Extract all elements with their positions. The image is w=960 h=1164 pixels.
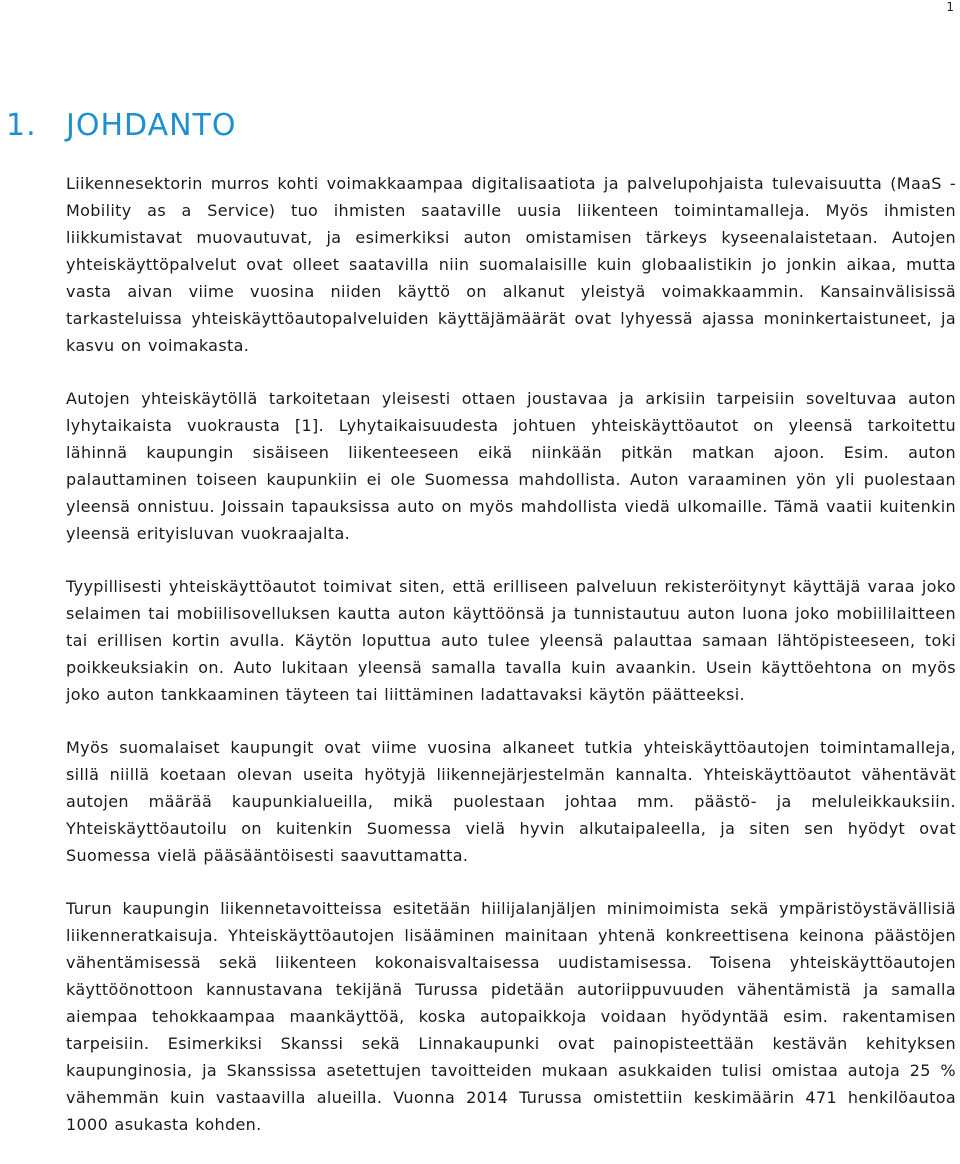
chapter-title: JOHDANTO	[66, 108, 237, 143]
paragraph-usage: Tyypillisesti yhteiskäyttöautot toimivat siten, että erilliseen palveluun rekisteröitynyt käyttäjä varaa joko selaimen tai mobiilisovelluksen kautta auton käyttöönsä ja tunnistautuu auton luona joko mobiililaitteen tai erillisen kortin avulla. Käytön loputtua auto tulee yleensä palauttaa samaan lähtöpisteeseen, toki poikkeuksiakin on. Auto lukitaan yleensä samalla tavalla kuin avaankin. Usein käyttöehtona on myös joko auton tankkaaminen täyteen tai liittäminen ladattavaksi käytön päätteeksi.	[66, 577, 956, 704]
document-body	[66, 170, 956, 1164]
paragraph-definition: Autojen yhteiskäytöllä tarkoitetaan yleisesti ottaen joustavaa ja arkisiin tarpeisiin soveltuvaa auton lyhytaikaista vuokrausta [1]. Lyhytaikaisuudesta johtuen yhteiskäyttöautot on yleensä tarkoitettu lähinnä kaupungin sisäiseen liikenteeseen eikä niinkään pitkän matkan ajoon. Esim. auton palauttaminen toiseen kaupunkiin ei ole Suomessa mahdollista. Auton varaaminen yön yli puolestaan yleensä onnistuu. Joissain tapauksissa auto on myös mahdollista viedä ulkomaille. Tämä vaatii kuitenkin yleensä erityisluvan vuokraajalta.	[66, 389, 956, 543]
paragraph-turku: Turun kaupungin liikennetavoitteissa esitetään hiilijalanjäljen minimoimista sekä ympäristöystävällisiä liikenneratkaisuja. Yhteiskäyttöautojen lisääminen mainitaan yhtenä konkreettisena keinona päästöjen vähentämisessä sekä liikenteen kokonaisvaltaisessa uudistamisessa. Toisena yhteiskäyttöautojen käyttöönottoon kannustavana tekijänä Turussa pidetään autoriippuvuuden vähentämistä ja samalla aiempaa tehokkaampaa maankäyttöä, koska autopaikkoja voidaan hyödyntää esim. rakentamisen tarpeisiin. Esimerkiksi Skanssi sekä Linnakaupunki ovat painopisteettään kestävän kehityksen kaupunginosia, ja Skanssissa asetettujen tavoitteiden mukaan asukkaiden tulisi omistaa autoja 25 % vähemmän kuin vastaavilla alueilla. Vuonna 2014 Turussa omistettiin keskimäärin 471 henkilöautoa 1000 asukasta kohden.	[66, 899, 956, 1134]
chapter-number: 1.	[6, 108, 37, 143]
paragraph-finnish-cities: Myös suomalaiset kaupungit ovat viime vuosina alkaneet tutkia yhteiskäyttöautojen toimintamalleja, sillä niillä koetaan olevan useita hyötyjä liikennejärjestelmän kannalta. Yhteiskäyttöautot vähentävät autojen määrää kaupunkialueilla, mikä puolestaan johtaa mm. päästö- ja meluleikkauksiin. Yhteiskäyttöautoilu on kuitenkin Suomessa vielä hyvin alkutaipaleella, ja siten sen hyödyt ovat Suomessa vielä pääsääntöisesti saavuttamatta.	[66, 738, 956, 865]
page-number: 1	[946, 0, 954, 14]
paragraph-intro: Liikennesektorin murros kohti voimakkaampaa digitalisaatiota ja palvelupohjaista tulevaisuutta (MaaS - Mobility as a Service) tuo ihmisten saataville uusia liikenteen toimintamalleja. Myös ihmisten liikkumistavat muovautuvat, ja esimerkiksi auton omistamisen tärkeys kyseenalaistetaan. Autojen yhteiskäyttöpalvelut ovat olleet saatavilla niin suomalaisille kuin globaalistikin jo jonkin aikaa, mutta vasta aivan viime vuosina niiden käyttö on alkanut yleistyä voimakkaammin. Kansainvälisissä tarkasteluissa yhteiskäyttöautopalveluiden käyttäjämäärät ovat lyhyessä ajassa moninkertaistuneet, ja kasvu on voimakasta.	[66, 174, 956, 355]
